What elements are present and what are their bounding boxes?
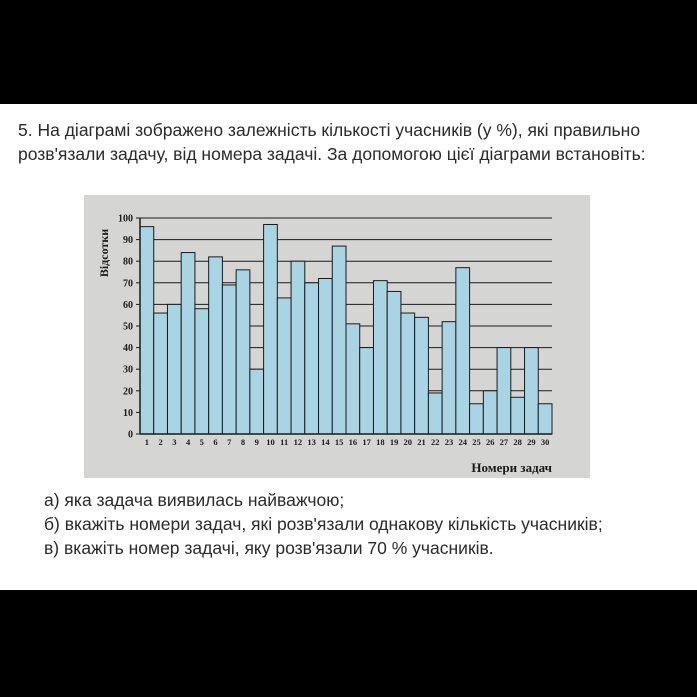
question-number: 5. [18, 120, 33, 140]
bar [360, 348, 374, 434]
x-tick-label: 8 [240, 437, 246, 447]
bar [154, 313, 168, 434]
x-tick-label: 11 [280, 437, 289, 447]
y-tick-label: 70 [123, 278, 133, 290]
bar-chart-figure [84, 195, 590, 478]
x-axis-label: Номери задач [471, 460, 552, 475]
x-tick-label: 17 [362, 437, 371, 447]
x-tick-label: 15 [334, 437, 344, 447]
bar [250, 369, 264, 434]
x-tick-label: 3 [172, 437, 177, 447]
bar-layer [140, 224, 552, 434]
y-tick-label: 40 [123, 343, 133, 355]
x-tick-label: 28 [513, 437, 522, 447]
x-tick-label: 9 [254, 437, 259, 447]
x-tick-label: 12 [293, 437, 303, 447]
x-tick-label: 21 [417, 437, 426, 447]
bar [483, 391, 497, 434]
y-tick-label: 20 [123, 386, 133, 398]
x-tick-label: 19 [389, 437, 399, 447]
y-tick-label: 30 [123, 364, 133, 376]
x-tick-label: 23 [444, 437, 454, 447]
bar [222, 285, 236, 434]
question-text [18, 118, 690, 166]
y-tick-label: 60 [123, 299, 133, 311]
x-tick-label: 16 [348, 437, 358, 447]
x-tick-label: 30 [540, 437, 550, 447]
x-tick-label: 1 [144, 437, 149, 447]
answer-item-c: в) вкажіть номер задачі, яку розв'язали 70 % учасників. [44, 538, 494, 558]
bar [470, 404, 484, 434]
y-tick-label: 80 [123, 256, 133, 268]
bar [236, 270, 250, 434]
x-tick-label: 10 [266, 437, 275, 447]
x-tick-label: 13 [307, 437, 316, 447]
bar [181, 253, 195, 434]
y-tick-label: 0 [128, 429, 133, 441]
bar [373, 281, 387, 434]
y-axis-label: Відсотки [97, 228, 111, 278]
bar [167, 304, 181, 434]
bar [511, 397, 525, 434]
question-body: На діаграмі зображено залежність кількості учасників (у %), які правильно розв'язали задачу, від номера задачі. За допомогою цієї діаграми встановіть: [18, 120, 646, 164]
bar [264, 224, 278, 434]
bar-chart [84, 195, 590, 478]
y-tick-labels [118, 214, 133, 441]
bar [401, 313, 415, 434]
x-tick-labels [145, 437, 550, 447]
bar [415, 317, 429, 434]
x-tick-label: 14 [321, 437, 330, 447]
bar [456, 268, 470, 434]
x-tick-label: 5 [199, 437, 204, 447]
answer-item-a: а) яка задача виявилась найважчою; [44, 490, 345, 510]
bar [319, 278, 333, 434]
x-tick-label: 20 [403, 437, 413, 447]
bar [209, 257, 223, 434]
x-tick-label: 7 [227, 437, 232, 447]
bar [525, 348, 539, 434]
x-tick-label: 6 [213, 437, 218, 447]
bar [442, 322, 456, 434]
x-tick-label: 26 [485, 437, 495, 447]
x-tick-label: 4 [185, 437, 191, 447]
x-tick-label: 22 [431, 437, 440, 447]
x-tick-label: 25 [472, 437, 481, 447]
question-card [0, 104, 697, 590]
answer-item-b: б) вкажіть номери задач, які розв'язали однакову кількість учасників; [44, 514, 603, 534]
bar [277, 298, 291, 434]
x-tick-label: 27 [499, 437, 509, 447]
bar [140, 227, 154, 434]
x-tick-label: 24 [458, 437, 467, 447]
bar [538, 404, 552, 434]
x-tick-label: 29 [527, 437, 536, 447]
y-tick-label: 100 [118, 213, 133, 225]
bar [346, 324, 360, 434]
y-tick-label: 50 [123, 321, 133, 333]
bar [497, 348, 511, 434]
bar [332, 246, 346, 434]
x-tick-label: 2 [158, 437, 163, 447]
x-tick-label: 18 [376, 437, 385, 447]
bar [291, 261, 305, 434]
bar [387, 291, 401, 434]
y-tick-label: 90 [123, 235, 133, 247]
bar [195, 309, 209, 434]
y-tick-label: 10 [123, 407, 133, 419]
answer-list [44, 488, 684, 560]
bar [305, 283, 319, 434]
bar [428, 393, 442, 434]
